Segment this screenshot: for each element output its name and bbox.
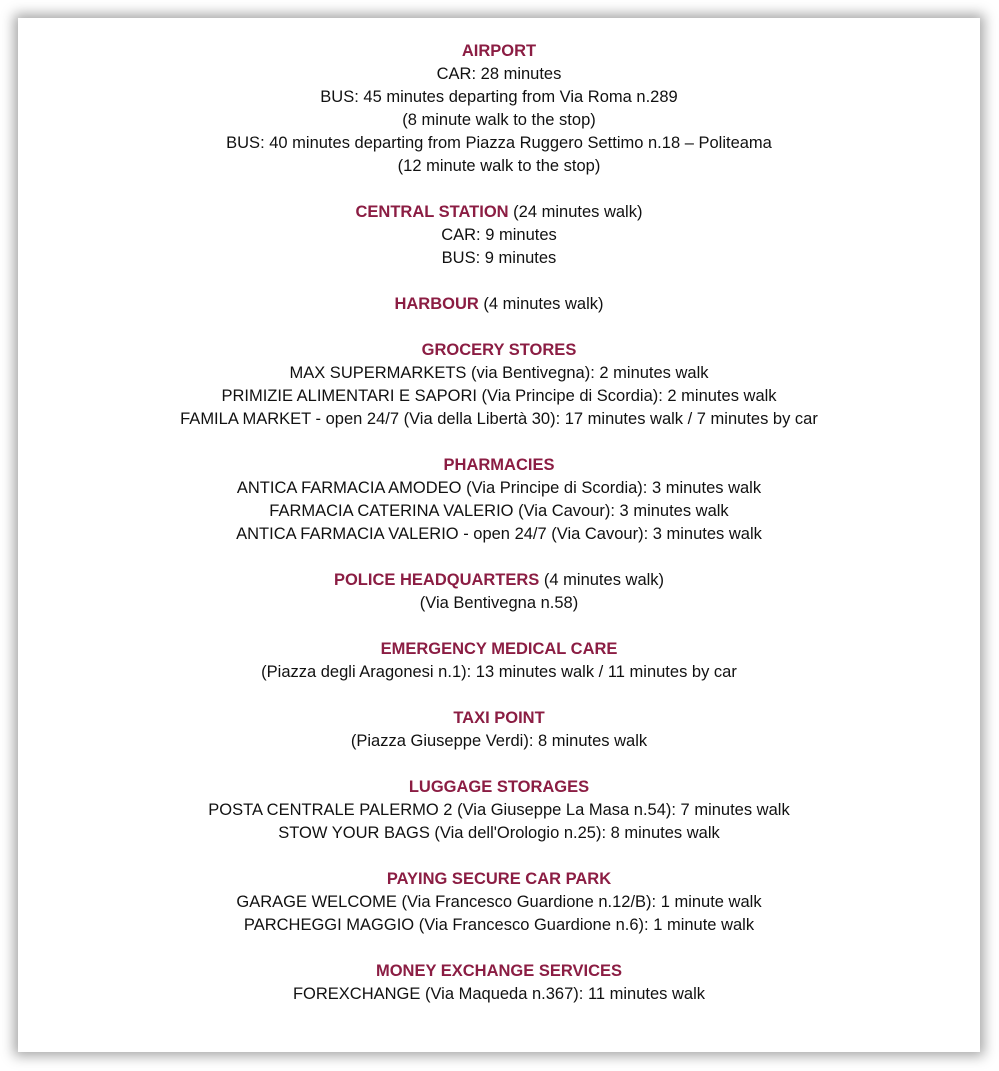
section-suffix: (24 minutes walk) — [508, 203, 643, 221]
section-line: STOW YOUR BAGS (Via dell'Orologio n.25): 8 minutes walk — [278, 824, 720, 842]
section-line: (8 minute walk to the stop) — [402, 111, 596, 129]
section-money-exchange-services — [18, 960, 980, 1006]
section-heading: PAYING SECURE CAR PARK — [386, 870, 612, 888]
section-line: PRIMIZIE ALIMENTARI E SAPORI (Via Principe di Scordia): 2 minutes walk — [221, 387, 777, 405]
section-line: ANTICA FARMACIA AMODEO (Via Principe di Scordia): 3 minutes walk — [236, 479, 762, 497]
section-line: CAR: 9 minutes — [441, 226, 557, 244]
section-emergency-medical-care — [18, 638, 980, 684]
section-heading: EMERGENCY MEDICAL CARE — [380, 640, 618, 658]
section-heading: PHARMACIES — [443, 456, 555, 474]
section-central-station — [18, 201, 980, 270]
section-heading: HARBOUR — [394, 295, 479, 313]
section-title — [18, 638, 980, 661]
section-harbour — [18, 293, 980, 316]
section-line: CAR: 28 minutes — [436, 65, 562, 83]
section-heading: LUGGAGE STORAGES — [408, 778, 590, 796]
section-line: GARAGE WELCOME (Via Francesco Guardione n.12/B): 1 minute walk — [236, 893, 762, 911]
section-title — [18, 454, 980, 477]
section-suffix: (4 minutes walk) — [478, 295, 604, 313]
section-pharmacies — [18, 454, 980, 546]
directions-list — [18, 40, 980, 1029]
section-luggage-storages — [18, 776, 980, 845]
section-paying-secure-car-park — [18, 868, 980, 937]
section-taxi-point — [18, 707, 980, 753]
section-line: (Piazza Giuseppe Verdi): 8 minutes walk — [350, 732, 648, 750]
section-grocery-stores — [18, 339, 980, 431]
section-title — [18, 960, 980, 983]
section-heading: MONEY EXCHANGE SERVICES — [375, 962, 623, 980]
section-airport — [18, 40, 980, 178]
section-heading: TAXI POINT — [453, 709, 545, 727]
section-title — [18, 339, 980, 362]
info-card — [18, 18, 980, 1052]
section-suffix: (4 minutes walk) — [539, 571, 665, 589]
section-title — [18, 201, 980, 224]
section-line: PARCHEGGI MAGGIO (Via Francesco Guardione n.6): 1 minute walk — [243, 916, 755, 934]
section-title — [18, 776, 980, 799]
section-line: POSTA CENTRALE PALERMO 2 (Via Giuseppe La Masa n.54): 7 minutes walk — [208, 801, 790, 819]
section-police-headquarters — [18, 569, 980, 615]
section-title — [18, 40, 980, 63]
section-title — [18, 293, 980, 316]
section-line: (Via Bentivegna n.58) — [419, 594, 579, 612]
section-line: FAMILA MARKET - open 24/7 (Via della Libertà 30): 17 minutes walk / 7 minutes by car — [180, 410, 818, 428]
section-line: ANTICA FARMACIA VALERIO - open 24/7 (Via Cavour): 3 minutes walk — [236, 525, 762, 543]
section-line: BUS: 40 minutes departing from Piazza Ruggero Settimo n.18 – Politeama — [226, 134, 772, 152]
section-line: MAX SUPERMARKETS (via Bentivegna): 2 minutes walk — [289, 364, 709, 382]
section-heading: GROCERY STORES — [421, 341, 577, 359]
section-heading: POLICE HEADQUARTERS — [333, 571, 540, 589]
section-line: BUS: 9 minutes — [441, 249, 557, 267]
section-line: (Piazza degli Aragonesi n.1): 13 minutes walk / 11 minutes by car — [261, 663, 737, 681]
section-line: FARMACIA CATERINA VALERIO (Via Cavour): 3 minutes walk — [269, 502, 729, 520]
section-title — [18, 868, 980, 891]
section-heading: CENTRAL STATION — [355, 203, 509, 221]
section-title — [18, 707, 980, 730]
section-line: BUS: 45 minutes departing from Via Roma n.289 — [320, 88, 678, 106]
section-title — [18, 569, 980, 592]
section-heading: AIRPORT — [461, 42, 537, 60]
section-line: (12 minute walk to the stop) — [397, 157, 601, 175]
section-line: FOREXCHANGE (Via Maqueda n.367): 11 minutes walk — [292, 985, 706, 1003]
